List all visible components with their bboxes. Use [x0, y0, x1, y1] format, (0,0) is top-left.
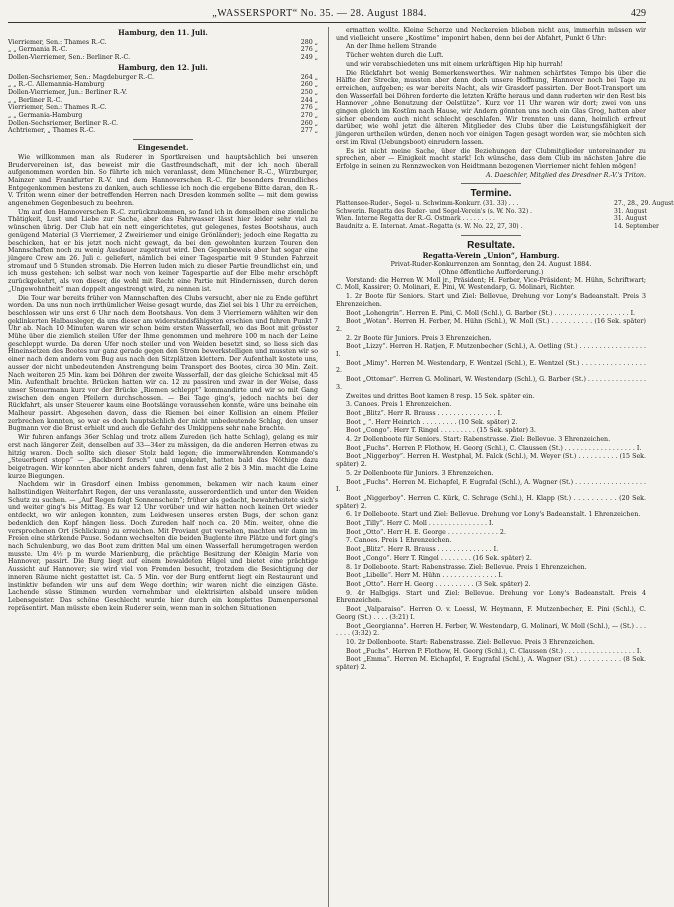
race-line: Zweites und drittes Boot kamen 8 resp. 15 Sek. später ein. — [346, 392, 535, 400]
race-line: 10. 2r Dollenboote. Start: Rabenstrasse. Ziel: Bellevue. Preis 3 Ehrenzeichen. — [346, 638, 595, 646]
termine-list — [336, 200, 674, 231]
race-line: 8. 1r Dolleboote. Start: Rabenstrasse. Ziel: Bellevue. Preis 1 Ehrenzeichen. — [346, 563, 587, 571]
result-name: Baudnitz a. E. Internat. Amat.-Regatta (s. W. No. 22, 27, 30) . — [336, 223, 523, 231]
result-line — [8, 127, 318, 135]
race-line: 3. Canoes. Preis 1 Ehrenzeichen. — [346, 401, 452, 409]
result-value: 260 „ — [300, 119, 318, 127]
race-line: Boot „Libelle“. Herr M. Hühn . . . . . . . . . . . . . . I. — [346, 572, 503, 580]
regatta-subtitle: Privat-Ruder-Konkurrenzen am Sonntag, den 24. August 1884. — [390, 261, 592, 269]
race-line: 6. 1r Dolleboote. Start und Ziel: Bellevue. Drehung vor Lony's Badeanstalt. 1 Ehrenzeichen. — [346, 511, 641, 519]
result-value: 244 „ — [300, 96, 318, 104]
race-line: 9. 4r Halbgigs. Start und Ziel: Bellevue. Drehung vor Lony's Badeanstalt. Preis 4 Ehrenzeichen. — [336, 589, 646, 605]
result-value: 264 „ — [300, 73, 318, 81]
paragraph: Die Tour war bereits früher von Mannschaften des Clubs versucht, aber nie zu Ende geführt worden. Da uns nun noch irrthümlicher Weise gesagt wurde, das Ziel sei bis 1 Uhr zu erreichen, beschlossen wir uns erst 6 Uhr nach dem Bootshaus. Von dem 3 Vierriemern wählten wir den geklinkerten Halbausleger, da uns dieser am widerstandsfähigsten erschien und fuhren Punkt 7 Uhr ab. Nach 10 Minuten waren wir schon beim ersten Wasserfall, wo das Boot mit grösster Mühe über die ziemlich steilen Ufer der Ihme genommen und mehrere 100 m nach der Leine geschleppt wurde. Da deren Ufer noch steiler und von Weiden besetzt sind, so liess sich das Hineinsetzen des Bootes nur ganz gerade gegen den Strom bewerkstelligen und mussten wir so einer nach dem andern vom Bug aus nach den Sitzplätzen klettern. Der Aufenthalt kostete uns, ausser der nicht unbedeutenden Anstrengung beim Transport des Bootes, circa 30 Min. Zeit. Nach weiteren 25 Min. kam bei Döhren der zweite Wasserfall, der das gleiche Schicksal mit 45 Min. Aufenthalt brachte. Brücken hatten wir ca. 12 zu passiren und zwar in der Weise, dass unser Steuermann kurz vor der Brücke „Riemen schleppt“ kommandirte und wir so mit Gang zwischen den engen Pfeilern durchschossen. — Bei Tage ging's, jedoch nachts bei der Rückfahrt, als unser Steuerer kaum eine Bootslänge voraussehen konnte, wäre uns beinahe ein Malheur passirt. Abgesehen davon, dass die Riemen bei einer Kollision an einem Pfeiler zerbrechen konnten, so war es doch hauptsächlich der nicht unbedeutende Schlag, den unser Bugmann vor die Brust erhielt und auch die Gefahr des Umkippens sehr nahe brachte. — [8, 294, 318, 433]
result-value: 250 „ — [300, 88, 318, 96]
race-line: Boot „ “. Herr Heinrich . . . . . . . . . (10 Sek. später) 2. — [346, 418, 518, 426]
race-line: Boot „Georgianna“. Herren H. Ferber, W. Westendarp, G. Molinari, W. Moll (Schl.), — (St.) . . . . . . . (3:32) 2. — [336, 622, 646, 638]
header-title: „WASSERSPORT“ No. 35. — 28. August 1884. — [212, 8, 427, 19]
race-line: 1. 2r Boote für Seniors. Start und Ziel: Bellevue, Drehung vor Lony's Badeanstalt. Preis 3 Ehrenzeichen. — [336, 293, 646, 308]
race-line: Boot „Niggerboy“. Herren H. Westphal, M. Falck (Schl.), M. Weyer (St.) . . . . . . . . . . (15 Sek. später) 2. — [336, 453, 646, 469]
result-name: Vierriemer, Sen.: Thames R.-C. — [8, 38, 107, 46]
result-value: 31. August — [614, 207, 647, 215]
result-line — [8, 104, 318, 112]
result-name: Achtriemer, „ Thames R.-C. — [8, 127, 96, 135]
race-line: Boot „Mimy“. Herren M. Westendarp, F. Wentzel (Schl.), E. Wentzel (St.) . . . . . . . . . . . . . . . . 2. — [336, 359, 646, 375]
race-line: Boot „Lohengrin“. Herren E. Pini, C. Moll (Schl.), G. Barber (St.) . . . . . . . . . . . . . . . . . . . I. — [346, 309, 636, 317]
regatta-title: Regatta-Verein „Union“, Hamburg. — [422, 250, 560, 260]
result-line — [336, 200, 674, 208]
race-line: Boot „Wotan“. Herren H. Ferber, M. Hühn (Schl.), W. Moll (St.) . . . . . . . . . . (16 Sek. später) 2. — [336, 318, 646, 333]
result-line — [8, 112, 318, 120]
result-line — [8, 97, 318, 105]
results-heading-2: Hamburg, den 12. Juli. — [118, 62, 208, 72]
race-line: Boot „Congo“. Herr T. Ringel . . . . . . . . (16 Sek. später) 2. — [346, 554, 532, 562]
paragraph: Wie willkommen man als Ruderer in Sportkreisen und hauptsächlich bei unseren Brudervereinen ist, das beweist mir die Gastfreundschaft, mit der ich noch überall aufgenommen worden bin. So führte ich mich veranlasst, dem Münchener R.-C., Würzburger, Mainzer und Frankfurter R.-V. und dem Hannoverschen R.-C. für besonders freundliches Entgegenkommen bestens zu danken, auch schliesse ich noch die ergebene Bitte daran, den R.-V. Triton wenn einer der betreffenden Herren nach Dresden kommen sollte — mit dem gewiss angenehmen Gegenbesuch zu beehren. — [8, 153, 318, 208]
result-line — [336, 215, 646, 223]
result-name: Dollen-Vierriemer, Sen.: Berliner R.-C. — [8, 54, 131, 62]
signature: A. Daeschler, Mitglied des Dresdner R.-V.'s Triton. — [485, 171, 646, 179]
result-name: „ „ Germania-Hamburg — [8, 112, 83, 120]
divider — [133, 139, 193, 140]
result-name: Plattensee-Ruder-, Segel- u. Schwimm-Konkurr. (31. 33) . . . — [336, 200, 519, 208]
result-line — [8, 120, 318, 128]
result-line — [8, 89, 318, 97]
race-line: Boot „Fuchs“. Herren P. Flothow, H. Georg (Schl.), C. Claussen (St.) . . . . . . . . . . . . . . . . . . I. — [346, 444, 642, 452]
race-line: 5. 2r Dollenboote für Juniors. 3 Ehrenzeichen. — [346, 469, 494, 477]
result-value: 260 „ — [300, 81, 318, 89]
race-line: Boot „Fuchs“. Herren M. Eichapfel, F. Eugrafal (Schl.), A. Wagner (St.) . . . . . . . . . . . . . . . . . . I. — [336, 478, 646, 494]
race-line: Boot „Otto“. Herr H. Georg . . . . . . . . . . (3 Sek. später) 2. — [346, 581, 531, 588]
columns — [8, 27, 674, 907]
article-body — [8, 154, 318, 612]
result-value: 276 „ — [300, 104, 318, 112]
race-line: Boot „Emma“. Herren M. Eichapfel, F. Eugrafal (Schl.), A. Wagner (St.) . . . . . . . . . . (8 Sek. später) 2. — [336, 656, 646, 672]
paragraph: Es ist nicht meine Sache, über die Beziehungen der Clubmitglieder untereinander zu sprechen, aber — Einigkeit macht stark! Ich wünsche, dass dem Club im nächsten Jahre die Erfolge in seinen zu Rennzwecken von Heidtmann bezogenen Vierriemer nicht fehlen mögen! — [336, 147, 646, 170]
result-name: „ „ Germania R.-C. — [8, 46, 68, 54]
resultate-heading: Resultate. — [467, 239, 515, 251]
result-value: 14. September — [614, 223, 659, 231]
result-value: 249 „ — [300, 54, 318, 62]
race-line: Boot „Niggerboy“. Herren C. Kürk, C. Schrage (Schl.), H. Klapp (St.) . . . . . . . . . . (20 Sek. später) 2. — [336, 494, 646, 510]
result-line — [8, 46, 318, 54]
race-line: Boot „Lizzy“. Herren H. Ratjen, F. Mutzenbecher (Schl.), A. Oetling (St.) . . . . . . . . . . . . . . . . . I. — [336, 343, 646, 359]
result-line — [8, 74, 318, 82]
paragraph: und wir verabschiedeten uns mit einem urkräftigen Hip hip hurrah! — [346, 60, 564, 68]
termine-heading: Termine. — [470, 188, 512, 200]
result-value: 276 „ — [300, 46, 318, 54]
result-name: Dollen-Sechsriemer, Sen.: Magdeburger R.-C. — [8, 73, 154, 81]
result-name: Wien. Interne Regatta der R.-G. Ostmark . . . . . . . . . — [336, 215, 495, 223]
result-value: 27., 28., 29. August — [614, 200, 674, 208]
right-column — [328, 27, 674, 907]
left-column — [8, 27, 318, 907]
paragraph: An der Ihme hellem Strande — [346, 43, 437, 51]
article-continuation — [336, 27, 646, 171]
result-line — [8, 54, 318, 62]
paragraph: Tücher wehten durch die Luft. — [346, 52, 444, 60]
vorstand: Vorstand: die Herren W. Moll jr., Präsident; H. Ferber, Vice-Präsident; M. Hühn, Schriftwart; C. Moll, Kassirer; O. Molinari, E. Pini, W. Westendarp, G. Molinari, Richter. — [336, 276, 646, 292]
race-line: Boot „Tilly“. Herr C. Moll . . . . . . . . . . . . . . . I. — [346, 520, 494, 528]
result-line — [8, 81, 318, 89]
divider — [461, 183, 521, 184]
race-line: 7. Canoes. Preis 1 Ehrenzeichen. — [346, 537, 452, 545]
paragraph: Nachdem wir in Grasdorf einen Imbiss genommen, bekamen wir nach kaum einer halbstündigen Weiterfahrt Regen, der uns veranlasste, ausserordentlich und unter den Weiden Schutz zu suchen. — „Auf Regen folgt Sonnenschein“; früher als gedacht, bewahrheitete sich's und weiter ging's bis Mittag. Es war 12 Uhr vorüber und wir hatten noch keinen Ort wieder entdeckt, wo wir anlegen konnten, zum Leidwesen unseres ersten Bugs, der schon ganz bedenklich den Kopf hängen liess. Doch Zureden half noch ca. 20 Min. weiter, ohne die versprochenen Ort (Schlickum) zu erreichen. Mit Proviant gut versehen, machten wir dann im Freien eine stärkende Pause. Sodann wechselten die beiden Buglente ihre Plätze und fort ging's nach Schulenburg, wo das Boot zum dritten Mal um einen Wasserfall herumgetragen werden musste. Um 4½ p m wurde Marienburg, die prächtige Besitzung der Königin Marie von Hannover, passirt. Die Burg liegt auf einem bewaldeten Hügel und bietet eine prächtige Aussicht auf Hannover; sie wird viel von Fremden besucht, trotzdem die Besichtigung der inneren Räume nicht gestattet ist. Ca. 5 Min. vor der Burg entfernt liegt ein Restaurant und instinktiv befanden wir uns auf dem Wege dorthin; wir waren nicht die einzigen Gäste. Lachende süsse Stimmen wurden vernehmbar und elektrisirten alsbald unsere müden Lebensgeister. Das schöne Geschlecht wurde hier durch ein komplettes Damenpersonal repräsentirt. Man müsste eben kein Ruderer sein, wenn man in solchen Situationen — [8, 481, 318, 612]
page-number: 429 — [631, 8, 646, 19]
race-line: 2. 2r Boote für Juniors. Preis 3 Ehrenzeichen. — [346, 334, 492, 342]
result-value: 31. August — [614, 215, 647, 223]
race-line: Boot „Fuchs“. Herren P. Flothow, H. Georg (Schl.), C. Claussen (St.) . . . . . . . . . . . . . . . . . . I. — [346, 647, 642, 655]
result-value: 277 „ — [300, 127, 318, 135]
race-line: Boot „Blitz“. Herr R. Brauss . . . . . . . . . . . . . . I. — [346, 546, 499, 554]
divider — [461, 235, 521, 236]
regatta-subtitle-2: (Ohne öffentliche Aufforderung.) — [438, 268, 544, 276]
result-line — [336, 223, 659, 231]
result-name: „ „ R.-C. Allemannia-Hamburg — [8, 81, 105, 89]
results-heading-1: Hamburg, den 11. Juli. — [118, 28, 208, 37]
race-line: Boot „Congo“. Herr T. Ringel . . . . . . . . . (15 Sek. später) 3. — [346, 427, 536, 435]
result-name: Schwerin. Regatta des Ruder- und Segel-Verein's (s. W. No. 32) . — [336, 207, 532, 215]
race-results — [336, 293, 646, 672]
race-line: 4. 2r Dollenboote für Seniors. Start: Rabenstrasse. Ziel: Bellevue. 3 Ehrenzeichen. — [346, 436, 611, 444]
paragraph: Wir fuhren anfangs 36er Schlag und trotz allem Zureden (ich hatte Schlag), gelang es mir erst nach längerer Zeit, denselben auf 33—34er zu mässigen, da die anderen Herren etwas zu hitzig waren. Doch sollte sich dieser Stolz bald legen; die immerwährenden Kommando's „Steuerbord stopp“ — „Backbord forsch“ und umgekehrt, hatten bald das Nöthige dazu beigetragen. Wir konnten aber nicht anders fahren, denn fast alle 2 bis 3 Min. macht die Leine kurze Biegungen. — [8, 434, 318, 480]
result-value: 270 „ — [300, 112, 318, 120]
results-list-2 — [8, 74, 318, 136]
result-name: „ „ Berliner R.-C. — [8, 96, 63, 104]
paragraph: Die Rückfahrt bot wenig Bemerkenswerthes. Wir nahmen schärfstes Tempo bis über die Hälfte der Strecke, mussten aber denn doch unsere Hoffnung, Hannover noch bei Tage zu erreichen, aufgeben; es war bereits Nacht, als wir Grasdorf passirten. Der Boot-Transport um den Wasserfall bei Döhren forderte die letzten Kräfte heraus und dann ruderten wir den Rest bis Hannover „ohne Benutzung der Oelstütze“. Kurz vor 11 Uhr waren wir dort; zwei von uns gingen gleich im Kostüm nach Hause, wir Andern gönnten uns noch ein Glas Grog, hatten aber sicher ebendem auch nicht schlecht geschlafen. Wir trennten uns dann, heimlich erfreut darüber, wie wohl jetzt die älteren Mitglieder des Clubs über die Leistungsfähigkeit der jüngeren urtheilen würden, denen noch vor einigen Tagen gesagt worden war, sie möchten sich erst im Rival (Uebungsboot) einrudern lassen. — [336, 69, 646, 146]
paragraph: ermatten wollte. Kleine Scherze und Neckereien blieben nicht aus, immerhin müssen wir und vielleicht unsere „Kostüme“ imponirt haben, denn bei der Abfahrt, Punkt 6 Uhr: — [336, 27, 646, 42]
page-header — [8, 8, 646, 23]
race-line: Boot „Blitz“. Herr R. Brauss . . . . . . . . . . . . . . . I. — [346, 409, 503, 417]
race-line: Boot „Valparaiso“. Herren O. v. Loessl, W. Heymann, F. Mutzenbecher, E. Pini (Schl.), C. Georg (St.) . . . . (3:21) I. — [336, 606, 646, 621]
result-name: Dollen-Sechsriemer, Berliner R.-C. — [8, 119, 119, 127]
result-name: Dollen-Vierriemer, Jun.: Berliner R.-V. — [8, 88, 128, 96]
race-line: Boot „Otto“. Herr H. E. George . . . . . . . . . . . . . 2. — [346, 528, 506, 536]
result-name: Vierriemer, Sen.: Thames R.-C. — [8, 104, 107, 112]
results-list-1 — [8, 39, 318, 62]
paragraph: Um auf den Hannoverschen R.-C. zurückzukommen, so fand ich in demselben eine ziemliche Thätigkeit, Lust und Liebe zur Sache, aber das Fahrwasser lässt hier leider sehr viel zu wünschen übrig. Der Club hat ein nett eingerichtetes, gut gelegenes, festes Bootshaus, auch genügend Material (3 Vierriemer, 2 Zweiriemer und einige Grönländer); jedoch eine Regatta zu beschicken, hat er bis jetzt noch nicht gewagt, da bei den gewohnten kurzen Touren den Mannschaften noch zu wenig Ausdauer zugetraut wird. Den Gegenbeweis aber hat sogar eine jüngere Crew am 26. Juli c. geliefert, nämlich bei einer Tagespartie mit 9 Stunden Fahrzeit stromauf und 5 Stunden stromab. Die Herren luden mich zu dieser Partie freundlichst ein, und ich muss gestehen: ich selbst war noch von keiner Tagespartie auf der Elbe mehr erschöpft zurückgekehrt, als von dieser, die wohl mit Recht eine Partie mit Hindernissen, durch deren „Ungewohntheit“ man doppelt angestrengt wird, zu nennen ist. — [8, 208, 318, 293]
result-line — [8, 39, 318, 47]
result-value: 280 „ — [300, 38, 318, 46]
eingesendet-heading: Eingesendet. — [137, 143, 189, 153]
race-line: Boot „Ottomar“. Herren G. Molinari, W. Westendarp (Schl.), G. Barber (St.) . . . . . . . . . . . . . . . 3. — [336, 376, 646, 391]
result-line — [336, 208, 646, 216]
